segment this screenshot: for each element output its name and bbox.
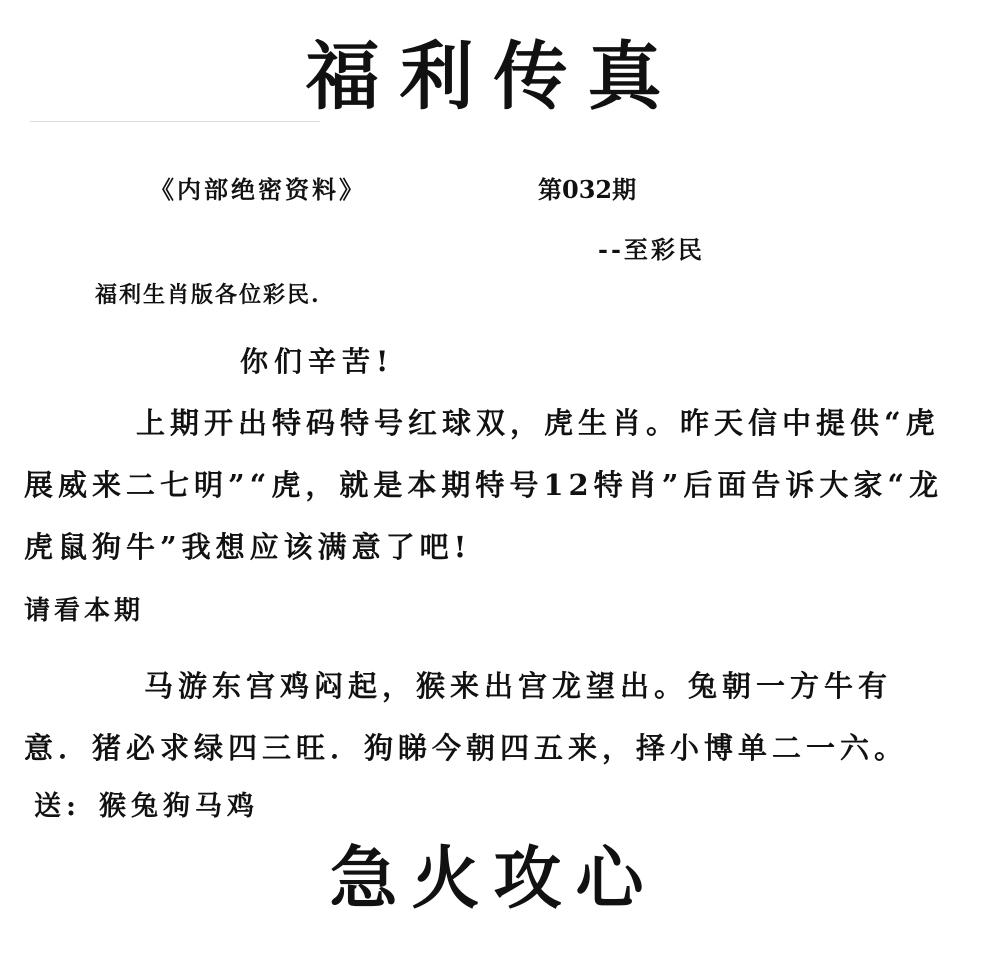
hello-line: 你们辛苦! — [240, 345, 395, 378]
faint-rule — [30, 121, 320, 122]
greeting: 福利生肖版各位彩民. — [95, 282, 321, 308]
send-line — [34, 784, 259, 823]
document-subtitle: 《内部绝密资料》 — [150, 175, 366, 204]
send-value: 猴兔狗马鸡 — [98, 791, 259, 822]
please-see-label: 请看本期 — [24, 596, 145, 626]
document-title: 福利传真 — [305, 34, 682, 120]
paragraph-1: 上期开出特码特号红球双，虎生肖。昨天信中提供“虎展威来二七明”“虎，就是本期特号12特肖”后面告诉大家“龙虎鼠狗牛”我想应该满意了吧! — [24, 406, 944, 564]
signature: --至彩民 — [598, 235, 705, 264]
footer-title: 急火攻心 — [329, 839, 658, 919]
issue-number: 第032期 — [538, 175, 637, 204]
send-label: 送: — [34, 791, 81, 822]
paragraph-2: 马游东宫鸡闷起，猴来出宫龙望出。兔朝一方牛有意．猪必求绿四三旺．狗睇今朝四五来，择小博单二一六。 — [24, 669, 909, 765]
